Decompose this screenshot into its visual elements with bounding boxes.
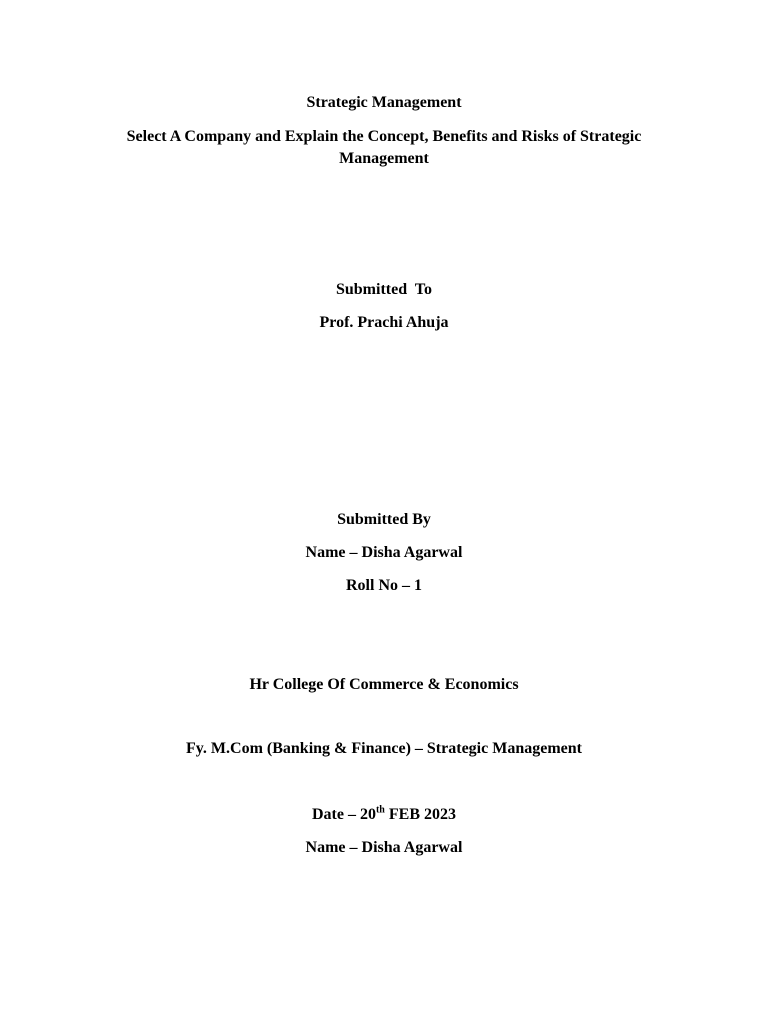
document-title: Strategic Management [306,94,462,111]
submitted-to-label: Submitted To [335,281,433,298]
course-name: Fy. M.Com (Banking & Finance) – Strategic Management [186,740,582,757]
roll-number: Roll No – 1 [346,577,422,594]
date-prefix: Date – 20 [311,806,376,823]
footer-student-name: Name – Disha Agarwal [305,839,463,856]
college-name: Hr College Of Commerce & Economics [249,676,519,693]
date-ordinal: th [375,804,385,816]
submitted-by-label: Submitted By [337,511,431,528]
date-rest: FEB 2023 [384,806,456,823]
assignment-question: Select A Company and Explain the Concept, Benefits and Risks of Strategic Management [126,128,642,167]
professor-name: Prof. Prachi Ahuja [319,314,449,331]
student-name: Name – Disha Agarwal [305,544,463,561]
submission-date [0,804,768,826]
